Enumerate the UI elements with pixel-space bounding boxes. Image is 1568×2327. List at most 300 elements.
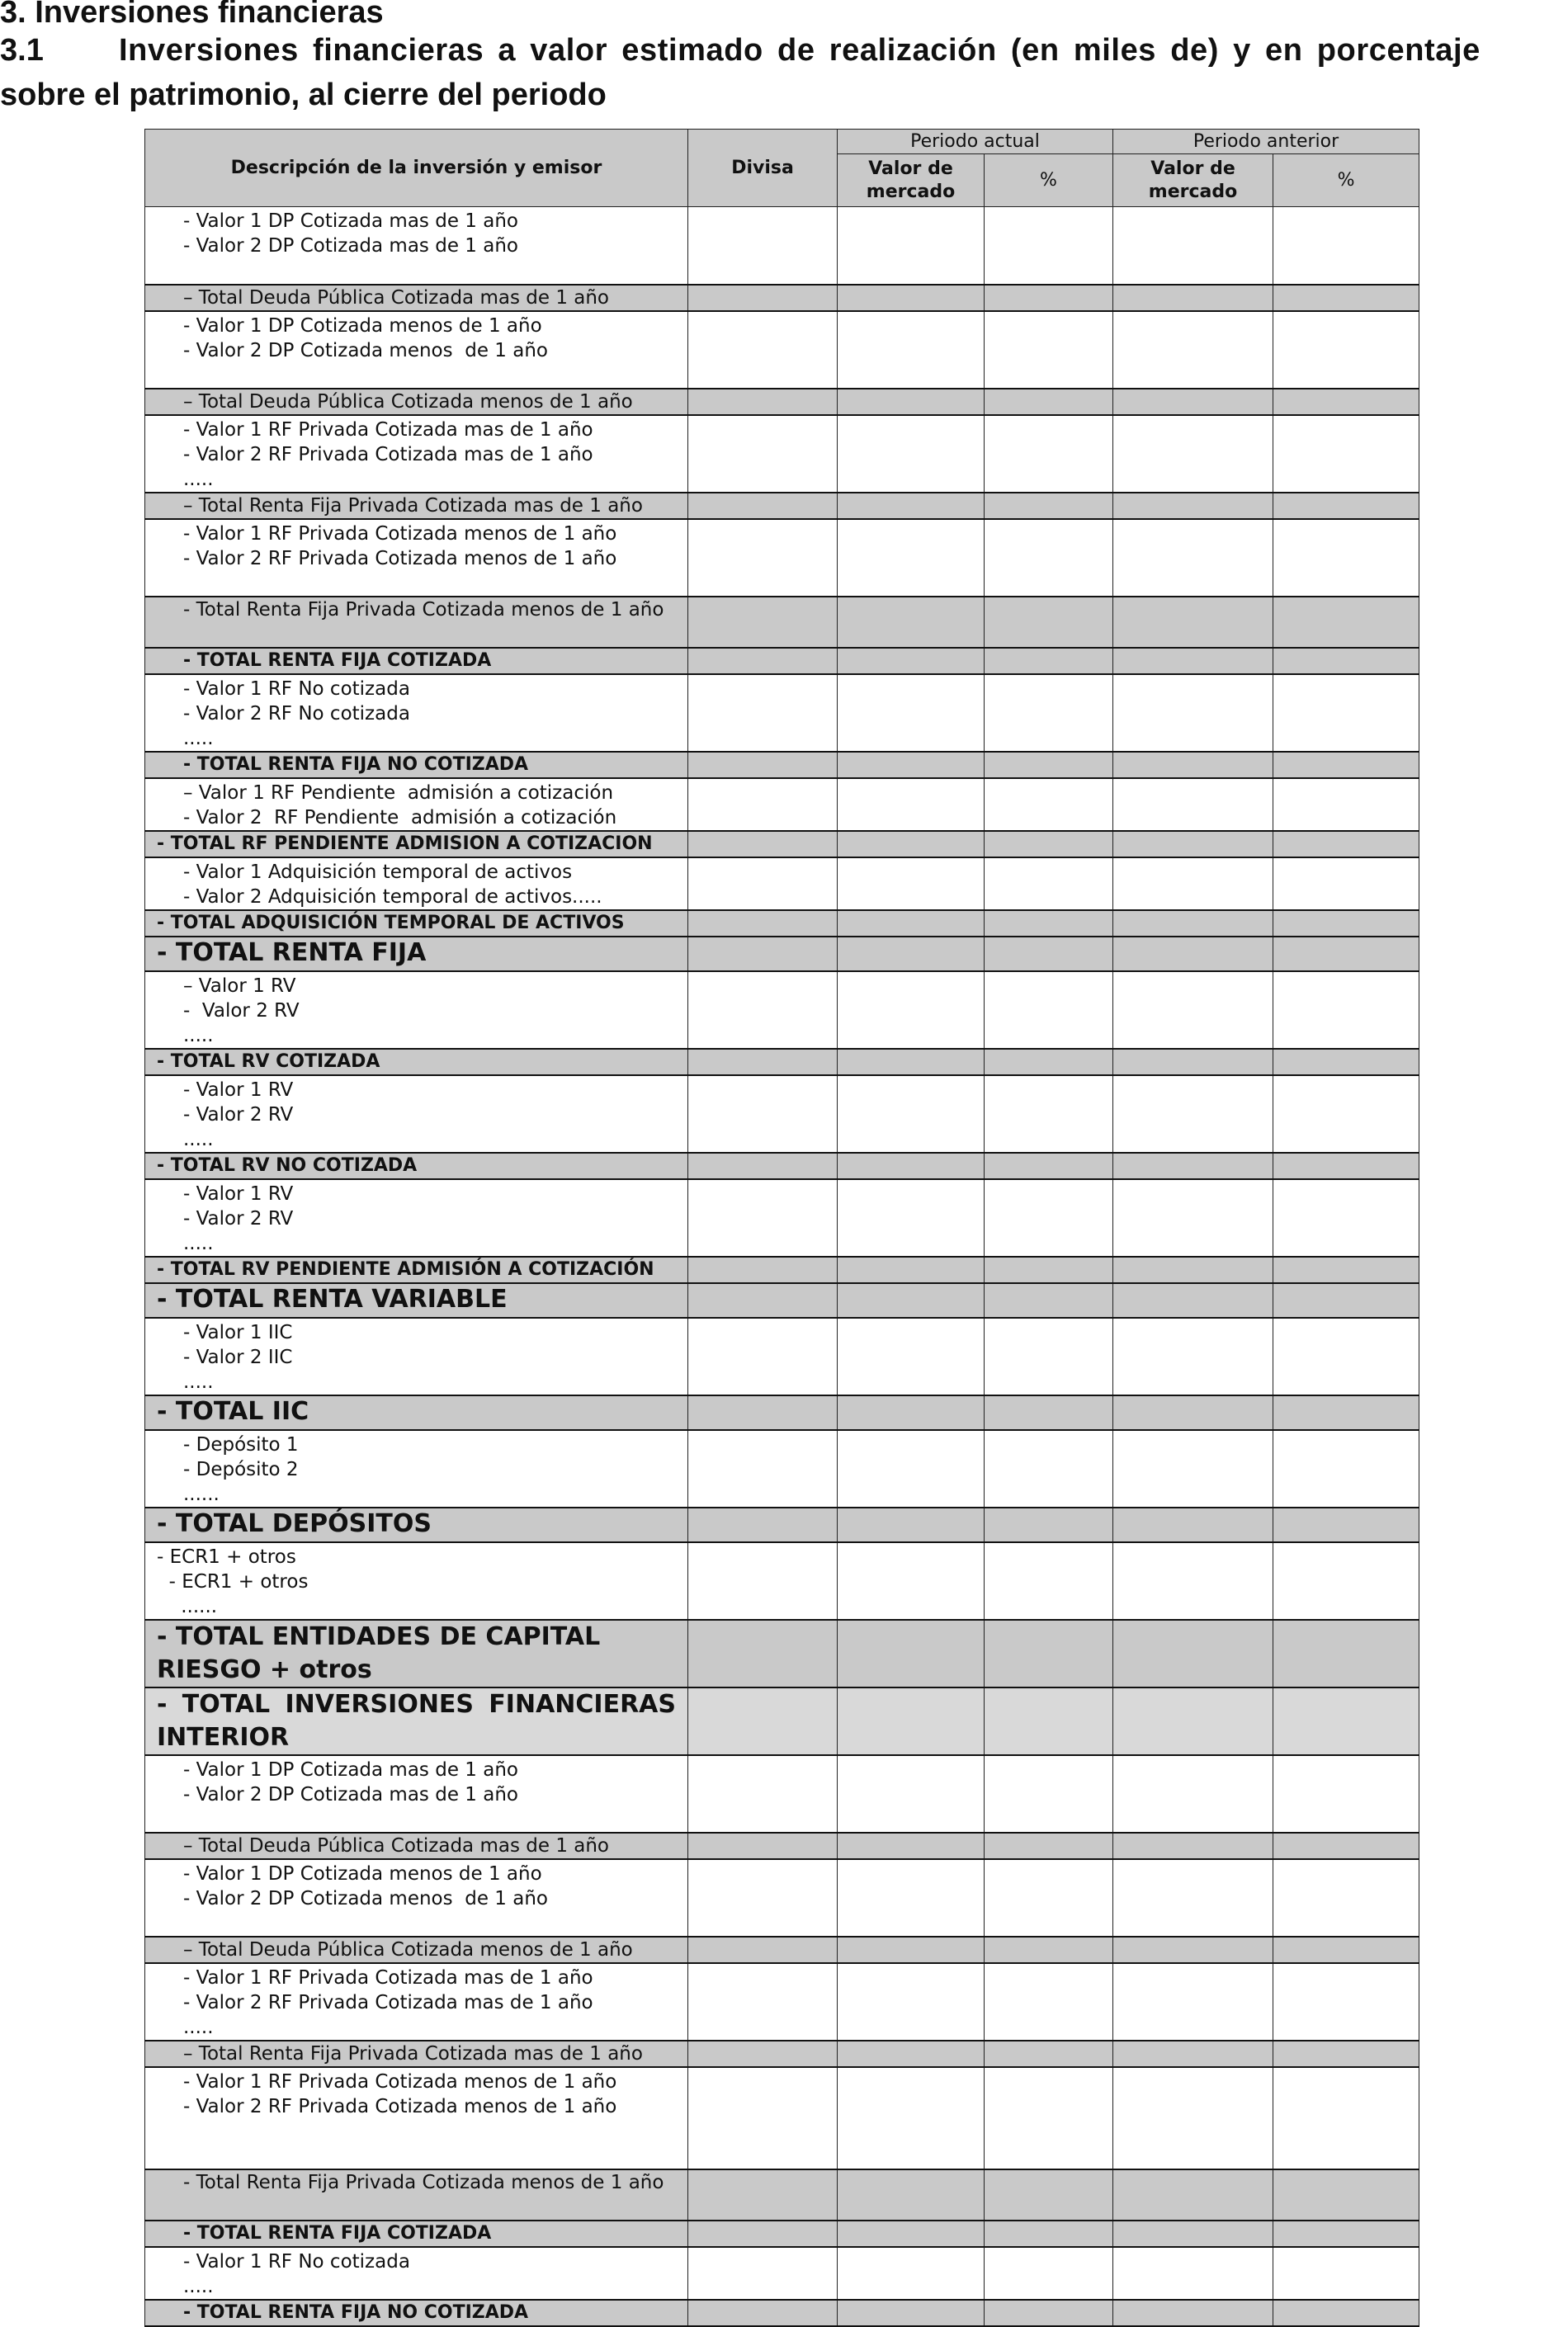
row-line: - Valor 2 RF Pendiente admisión a cotización <box>183 806 617 828</box>
row-line <box>183 2144 687 2169</box>
valor-mercado-anterior-cell <box>1113 752 1273 778</box>
table-total-row <box>145 752 1419 778</box>
pct-anterior-cell <box>1273 1430 1419 1508</box>
pct-anterior-cell <box>1273 1075 1419 1153</box>
divisa-cell <box>688 910 838 937</box>
description-cell <box>145 1755 688 1833</box>
pct-anterior-cell <box>1273 519 1419 597</box>
description-cell <box>145 648 688 674</box>
pct-anterior-cell <box>1273 1859 1419 1937</box>
table-total-row <box>145 1620 1419 1687</box>
total-label: – Total Renta Fija Privada Cotizada mas de 1 año <box>183 494 643 517</box>
row-line: – Valor 1 RF Pendiente admisión a cotización <box>183 781 614 804</box>
pct-actual-cell <box>985 2169 1113 2221</box>
divisa-cell <box>688 1049 838 1075</box>
valor-mercado-actual-cell <box>838 1542 985 1620</box>
pct-anterior-cell <box>1273 415 1419 493</box>
pct-anterior-cell <box>1273 1257 1419 1283</box>
row-line: - Valor 1 RF No cotizada <box>183 2250 410 2273</box>
divisa-cell <box>688 2300 838 2326</box>
valor-mercado-anterior-cell <box>1113 1283 1273 1318</box>
valor-mercado-anterior-cell <box>1113 910 1273 937</box>
valor-mercado-anterior-cell <box>1113 1395 1273 1430</box>
description-cell <box>145 778 688 831</box>
pct-actual-cell <box>985 752 1113 778</box>
divisa-cell <box>688 311 838 389</box>
row-line <box>183 2119 687 2144</box>
pct-anterior-cell <box>1273 2221 1419 2247</box>
divisa-cell <box>688 1395 838 1430</box>
row-line: - Valor 1 RV <box>183 1182 294 1205</box>
pct-anterior-cell <box>1273 674 1419 752</box>
valor-mercado-anterior-cell <box>1113 857 1273 910</box>
valor-mercado-actual-cell <box>838 1755 985 1833</box>
row-line: - Valor 1 DP Cotizada menos de 1 año <box>183 314 542 337</box>
pct-actual-cell <box>985 1508 1113 1542</box>
row-line: - Valor 2 RF Privada Cotizada mas de 1 año <box>183 443 593 465</box>
valor-mercado-actual-cell <box>838 519 985 597</box>
pct-anterior-cell <box>1273 1508 1419 1542</box>
table-row <box>145 207 1419 285</box>
valor-mercado-anterior-cell <box>1113 389 1273 415</box>
table-total-row <box>145 910 1419 937</box>
description-cell <box>145 1318 688 1395</box>
valor-mercado-anterior-cell <box>1113 519 1273 597</box>
divisa-cell <box>688 1937 838 1963</box>
valor-mercado-actual-cell <box>838 2067 985 2169</box>
row-line: - Valor 2 RF Privada Cotizada menos de 1 año <box>183 2095 617 2117</box>
valor-mercado-anterior-cell <box>1113 1318 1273 1395</box>
description-cell <box>145 1542 688 1620</box>
pct-actual-cell <box>985 674 1113 752</box>
table-total-row <box>145 1508 1419 1542</box>
table-row <box>145 857 1419 910</box>
row-line <box>183 1911 687 1936</box>
valor-mercado-anterior-cell <box>1113 937 1273 971</box>
pct-anterior-cell <box>1273 2247 1419 2300</box>
pct-actual-cell <box>985 937 1113 971</box>
valor-mercado-actual-cell <box>838 1620 985 1687</box>
total-label: - TOTAL RV PENDIENTE ADMISIÓN A COTIZACIÓN <box>157 1258 654 1280</box>
row-line: - Valor 2 RV <box>183 1103 294 1126</box>
valor-mercado-actual-cell <box>838 311 985 389</box>
valor-mercado-actual-cell <box>838 1687 985 1755</box>
valor-mercado-anterior-cell <box>1113 493 1273 519</box>
row-line: ..... <box>183 468 214 490</box>
pct-actual-cell <box>985 1049 1113 1075</box>
divisa-cell <box>688 597 838 648</box>
description-cell <box>145 937 688 971</box>
table-total-row <box>145 1937 1419 1963</box>
divisa-cell <box>688 415 838 493</box>
valor-mercado-actual-cell <box>838 1430 985 1508</box>
table-total-row <box>145 1153 1419 1179</box>
description-cell <box>145 1257 688 1283</box>
valor-mercado-actual-cell <box>838 1318 985 1395</box>
pct-actual-cell <box>985 971 1113 1049</box>
valor-mercado-anterior-cell <box>1113 1049 1273 1075</box>
pct-anterior-cell <box>1273 971 1419 1049</box>
row-line: - Valor 2 DP Cotizada mas de 1 año <box>183 235 518 257</box>
pct-anterior-cell <box>1273 207 1419 285</box>
description-cell <box>145 389 688 415</box>
description-cell <box>145 2221 688 2247</box>
row-line: ..... <box>183 1128 214 1150</box>
divisa-cell <box>688 519 838 597</box>
description-cell <box>145 752 688 778</box>
pct-anterior-cell <box>1273 597 1419 648</box>
pct-actual-cell <box>985 1755 1113 1833</box>
total-label: - TOTAL RENTA FIJA COTIZADA <box>183 649 492 671</box>
divisa-cell <box>688 1318 838 1395</box>
divisa-cell <box>688 389 838 415</box>
row-line: - Depósito 2 <box>183 1458 299 1480</box>
divisa-cell <box>688 2041 838 2067</box>
table-row <box>145 1430 1419 1508</box>
row-line: - Valor 2 IIC <box>183 1346 293 1368</box>
valor-mercado-anterior-cell <box>1113 207 1273 285</box>
description-cell <box>145 1153 688 1179</box>
pct-actual-cell <box>985 1283 1113 1318</box>
divisa-cell <box>688 2169 838 2221</box>
table-total-row <box>145 1049 1419 1075</box>
table-total-row <box>145 1257 1419 1283</box>
table-row <box>145 311 1419 389</box>
row-line: ..... <box>183 2016 214 2038</box>
pct-actual-cell <box>985 2221 1113 2247</box>
valor-mercado-actual-cell <box>838 597 985 648</box>
pct-anterior-cell <box>1273 1937 1419 1963</box>
pct-actual-cell <box>985 1318 1113 1395</box>
valor-mercado-actual-cell <box>838 831 985 857</box>
total-label: - TOTAL DEPÓSITOS <box>157 1508 432 1538</box>
section-title: 3. Inversiones financieras <box>0 0 384 30</box>
description-cell <box>145 285 688 311</box>
description-cell <box>145 493 688 519</box>
row-line: - ECR1 + otros <box>157 1546 296 1568</box>
valor-mercado-actual-cell <box>838 971 985 1049</box>
description-cell <box>145 2067 688 2169</box>
total-label: – Total Deuda Pública Cotizada menos de 1 año <box>183 1938 633 1961</box>
total-label: – Total Renta Fija Privada Cotizada mas de 1 año <box>183 2042 643 2065</box>
divisa-cell <box>688 2067 838 2169</box>
pct-anterior-cell <box>1273 1755 1419 1833</box>
table-row <box>145 1542 1419 1620</box>
total-label: - TOTAL INVERSIONES FINANCIERAS INTERIOR <box>157 1689 676 1752</box>
description-cell <box>145 1075 688 1153</box>
divisa-cell <box>688 1542 838 1620</box>
pct-anterior-cell <box>1273 2169 1419 2221</box>
description-cell <box>145 1620 688 1687</box>
divisa-cell <box>688 1257 838 1283</box>
pct-anterior-cell <box>1273 778 1419 831</box>
table-total-row <box>145 285 1419 311</box>
pct-anterior-cell <box>1273 1395 1419 1430</box>
total-label: - TOTAL RENTA FIJA <box>157 937 427 967</box>
valor-mercado-actual-cell <box>838 389 985 415</box>
row-line <box>183 363 687 388</box>
pct-actual-cell <box>985 831 1113 857</box>
description-cell <box>145 831 688 857</box>
pct-actual-cell <box>985 2067 1113 2169</box>
divisa-cell <box>688 1075 838 1153</box>
divisa-cell <box>688 857 838 910</box>
pct-actual-cell <box>985 2300 1113 2326</box>
header-divisa: Divisa <box>688 130 838 207</box>
pct-anterior-cell <box>1273 937 1419 971</box>
row-line: - Valor 1 RF Privada Cotizada menos de 1 año <box>183 522 617 545</box>
table-total-row <box>145 597 1419 648</box>
total-label: - Total Renta Fija Privada Cotizada menos de 1 año <box>183 2171 664 2193</box>
pct-anterior-cell <box>1273 831 1419 857</box>
row-line: - Valor 2 DP Cotizada mas de 1 año <box>183 1783 518 1805</box>
valor-mercado-anterior-cell <box>1113 674 1273 752</box>
total-label: - TOTAL RV COTIZADA <box>157 1050 380 1072</box>
row-line: - Valor 1 RF Privada Cotizada menos de 1 año <box>183 2070 617 2093</box>
divisa-cell <box>688 778 838 831</box>
row-line: - Valor 2 RF No cotizada <box>183 702 410 725</box>
row-line: - Valor 2 Adquisición temporal de activos..... <box>183 885 602 908</box>
table-total-row <box>145 1687 1419 1755</box>
valor-mercado-actual-cell <box>838 778 985 831</box>
pct-actual-cell <box>985 1395 1113 1430</box>
table-total-row <box>145 389 1419 415</box>
valor-mercado-actual-cell <box>838 2247 985 2300</box>
table-row <box>145 1755 1419 1833</box>
pct-actual-cell <box>985 2041 1113 2067</box>
divisa-cell <box>688 1620 838 1687</box>
pct-anterior-cell <box>1273 1318 1419 1395</box>
valor-mercado-anterior-cell <box>1113 2247 1273 2300</box>
pct-actual-cell <box>985 1075 1113 1153</box>
header-pct-anterior: % <box>1273 154 1419 207</box>
divisa-cell <box>688 937 838 971</box>
pct-anterior-cell <box>1273 1283 1419 1318</box>
valor-mercado-anterior-cell <box>1113 1257 1273 1283</box>
row-line: - Valor 1 RF Privada Cotizada mas de 1 año <box>183 418 593 441</box>
valor-mercado-anterior-cell <box>1113 1620 1273 1687</box>
row-line: ..... <box>183 1024 214 1046</box>
description-cell <box>145 597 688 648</box>
pct-actual-cell <box>985 207 1113 285</box>
description-cell <box>145 519 688 597</box>
subsection-title-line2: sobre el patrimonio, al cierre del periodo <box>0 78 607 112</box>
valor-mercado-actual-cell <box>838 2169 985 2221</box>
pct-actual-cell <box>985 1179 1113 1257</box>
description-cell <box>145 1963 688 2041</box>
valor-mercado-actual-cell <box>838 285 985 311</box>
table-total-row <box>145 937 1419 971</box>
pct-actual-cell <box>985 597 1113 648</box>
valor-mercado-anterior-cell <box>1113 415 1273 493</box>
pct-actual-cell <box>985 1963 1113 2041</box>
pct-actual-cell <box>985 415 1113 493</box>
divisa-cell <box>688 831 838 857</box>
valor-mercado-actual-cell <box>838 1257 985 1283</box>
pct-anterior-cell <box>1273 2041 1419 2067</box>
valor-mercado-actual-cell <box>838 1179 985 1257</box>
divisa-cell <box>688 1859 838 1937</box>
pct-anterior-cell <box>1273 752 1419 778</box>
valor-mercado-actual-cell <box>838 1153 985 1179</box>
row-line: ...... <box>183 1483 220 1505</box>
pct-actual-cell <box>985 1937 1113 1963</box>
divisa-cell <box>688 752 838 778</box>
divisa-cell <box>688 674 838 752</box>
table-total-row <box>145 493 1419 519</box>
table-row <box>145 1963 1419 2041</box>
table-total-row <box>145 1395 1419 1430</box>
description-cell <box>145 857 688 910</box>
divisa-cell <box>688 1153 838 1179</box>
total-label: - Total Renta Fija Privada Cotizada menos de 1 año <box>183 598 664 621</box>
pct-anterior-cell <box>1273 1963 1419 2041</box>
table-row <box>145 415 1419 493</box>
table-row <box>145 2067 1419 2169</box>
pct-actual-cell <box>985 1687 1113 1755</box>
valor-mercado-actual-cell <box>838 1049 985 1075</box>
valor-mercado-anterior-cell <box>1113 1755 1273 1833</box>
valor-mercado-anterior-cell <box>1113 1687 1273 1755</box>
table-row <box>145 2247 1419 2300</box>
description-cell <box>145 2041 688 2067</box>
pct-anterior-cell <box>1273 2067 1419 2169</box>
divisa-cell <box>688 648 838 674</box>
valor-mercado-anterior-cell <box>1113 1542 1273 1620</box>
divisa-cell <box>688 207 838 285</box>
valor-mercado-actual-cell <box>838 1859 985 1937</box>
row-line: – Valor 1 RV <box>183 975 296 997</box>
pct-actual-cell <box>985 1430 1113 1508</box>
valor-mercado-actual-cell <box>838 1283 985 1318</box>
description-cell <box>145 1179 688 1257</box>
table-row <box>145 1075 1419 1153</box>
pct-actual-cell <box>985 1833 1113 1859</box>
valor-mercado-anterior-cell <box>1113 285 1273 311</box>
header-valor-mercado-anterior: Valor de mercado <box>1113 154 1273 207</box>
pct-actual-cell <box>985 285 1113 311</box>
row-line: - Valor 1 DP Cotizada mas de 1 año <box>183 1758 518 1781</box>
header-periodo-actual: Periodo actual <box>838 130 1113 154</box>
divisa-cell <box>688 1179 838 1257</box>
valor-mercado-anterior-cell <box>1113 831 1273 857</box>
valor-mercado-actual-cell <box>838 648 985 674</box>
pct-anterior-cell <box>1273 389 1419 415</box>
valor-mercado-anterior-cell <box>1113 1430 1273 1508</box>
row-line: - Valor 1 IIC <box>183 1321 293 1343</box>
pct-actual-cell <box>985 1257 1113 1283</box>
row-line: - Valor 2 RV <box>183 1207 294 1230</box>
valor-mercado-anterior-cell <box>1113 1508 1273 1542</box>
total-label: - TOTAL RENTA FIJA NO COTIZADA <box>183 753 529 775</box>
table-total-row <box>145 831 1419 857</box>
valor-mercado-actual-cell <box>838 207 985 285</box>
table-row <box>145 1859 1419 1937</box>
total-label: - TOTAL RENTA FIJA COTIZADA <box>183 2222 492 2244</box>
table-total-row <box>145 648 1419 674</box>
divisa-cell <box>688 1283 838 1318</box>
valor-mercado-anterior-cell <box>1113 2041 1273 2067</box>
table-total-row <box>145 2169 1419 2221</box>
description-cell <box>145 674 688 752</box>
header-valor-mercado-actual: Valor de mercado <box>838 154 985 207</box>
row-line: - Valor 1 RV <box>183 1079 294 1101</box>
valor-mercado-anterior-cell <box>1113 1833 1273 1859</box>
valor-mercado-actual-cell <box>838 493 985 519</box>
pct-actual-cell <box>985 493 1113 519</box>
valor-mercado-anterior-cell <box>1113 1153 1273 1179</box>
pct-anterior-cell <box>1273 648 1419 674</box>
total-label: – Total Deuda Pública Cotizada mas de 1 año <box>183 1834 610 1857</box>
pct-actual-cell <box>985 311 1113 389</box>
row-line: - Valor 1 DP Cotizada menos de 1 año <box>183 1862 542 1885</box>
description-cell <box>145 415 688 493</box>
row-line: ..... <box>183 1371 214 1393</box>
pct-anterior-cell <box>1273 2300 1419 2326</box>
table-body <box>145 207 1419 2326</box>
total-label: - TOTAL RENTA FIJA NO COTIZADA <box>183 2301 529 2323</box>
valor-mercado-actual-cell <box>838 910 985 937</box>
valor-mercado-anterior-cell <box>1113 597 1273 648</box>
description-cell <box>145 1859 688 1937</box>
description-cell <box>145 1687 688 1755</box>
table-row <box>145 1179 1419 1257</box>
table-total-row <box>145 2300 1419 2326</box>
valor-mercado-actual-cell <box>838 415 985 493</box>
valor-mercado-anterior-cell <box>1113 2300 1273 2326</box>
description-cell <box>145 207 688 285</box>
valor-mercado-actual-cell <box>838 937 985 971</box>
valor-mercado-actual-cell <box>838 1937 985 1963</box>
total-label: - TOTAL RENTA VARIABLE <box>157 1284 508 1314</box>
valor-mercado-anterior-cell <box>1113 648 1273 674</box>
table-total-row <box>145 2041 1419 2067</box>
pct-actual-cell <box>985 857 1113 910</box>
description-cell <box>145 1283 688 1318</box>
divisa-cell <box>688 2221 838 2247</box>
description-cell <box>145 1049 688 1075</box>
description-cell <box>145 2247 688 2300</box>
table-row <box>145 971 1419 1049</box>
pct-actual-cell <box>985 778 1113 831</box>
pct-actual-cell <box>985 648 1113 674</box>
pct-anterior-cell <box>1273 1179 1419 1257</box>
valor-mercado-anterior-cell <box>1113 778 1273 831</box>
row-line: - Depósito 1 <box>183 1433 299 1456</box>
description-cell <box>145 311 688 389</box>
valor-mercado-actual-cell <box>838 1508 985 1542</box>
pct-anterior-cell <box>1273 1542 1419 1620</box>
description-cell <box>145 1430 688 1508</box>
table-row <box>145 674 1419 752</box>
description-cell <box>145 971 688 1049</box>
description-cell <box>145 2300 688 2326</box>
valor-mercado-actual-cell <box>838 857 985 910</box>
divisa-cell <box>688 493 838 519</box>
row-line: - Valor 1 DP Cotizada mas de 1 año <box>183 210 518 232</box>
valor-mercado-actual-cell <box>838 1075 985 1153</box>
pct-anterior-cell <box>1273 1049 1419 1075</box>
description-cell <box>145 1508 688 1542</box>
divisa-cell <box>688 1963 838 2041</box>
total-label: - TOTAL ADQUISICIÓN TEMPORAL DE ACTIVOS <box>157 912 625 933</box>
row-line: - ECR1 + otros <box>157 1570 309 1593</box>
header-description: Descripción de la inversión y emisor <box>145 130 688 207</box>
total-label: - TOTAL RF PENDIENTE ADMISION A COTIZACION <box>157 833 653 854</box>
divisa-cell <box>688 285 838 311</box>
row-line: - Valor 2 RF Privada Cotizada menos de 1 año <box>183 547 617 569</box>
row-line: ..... <box>183 727 214 749</box>
